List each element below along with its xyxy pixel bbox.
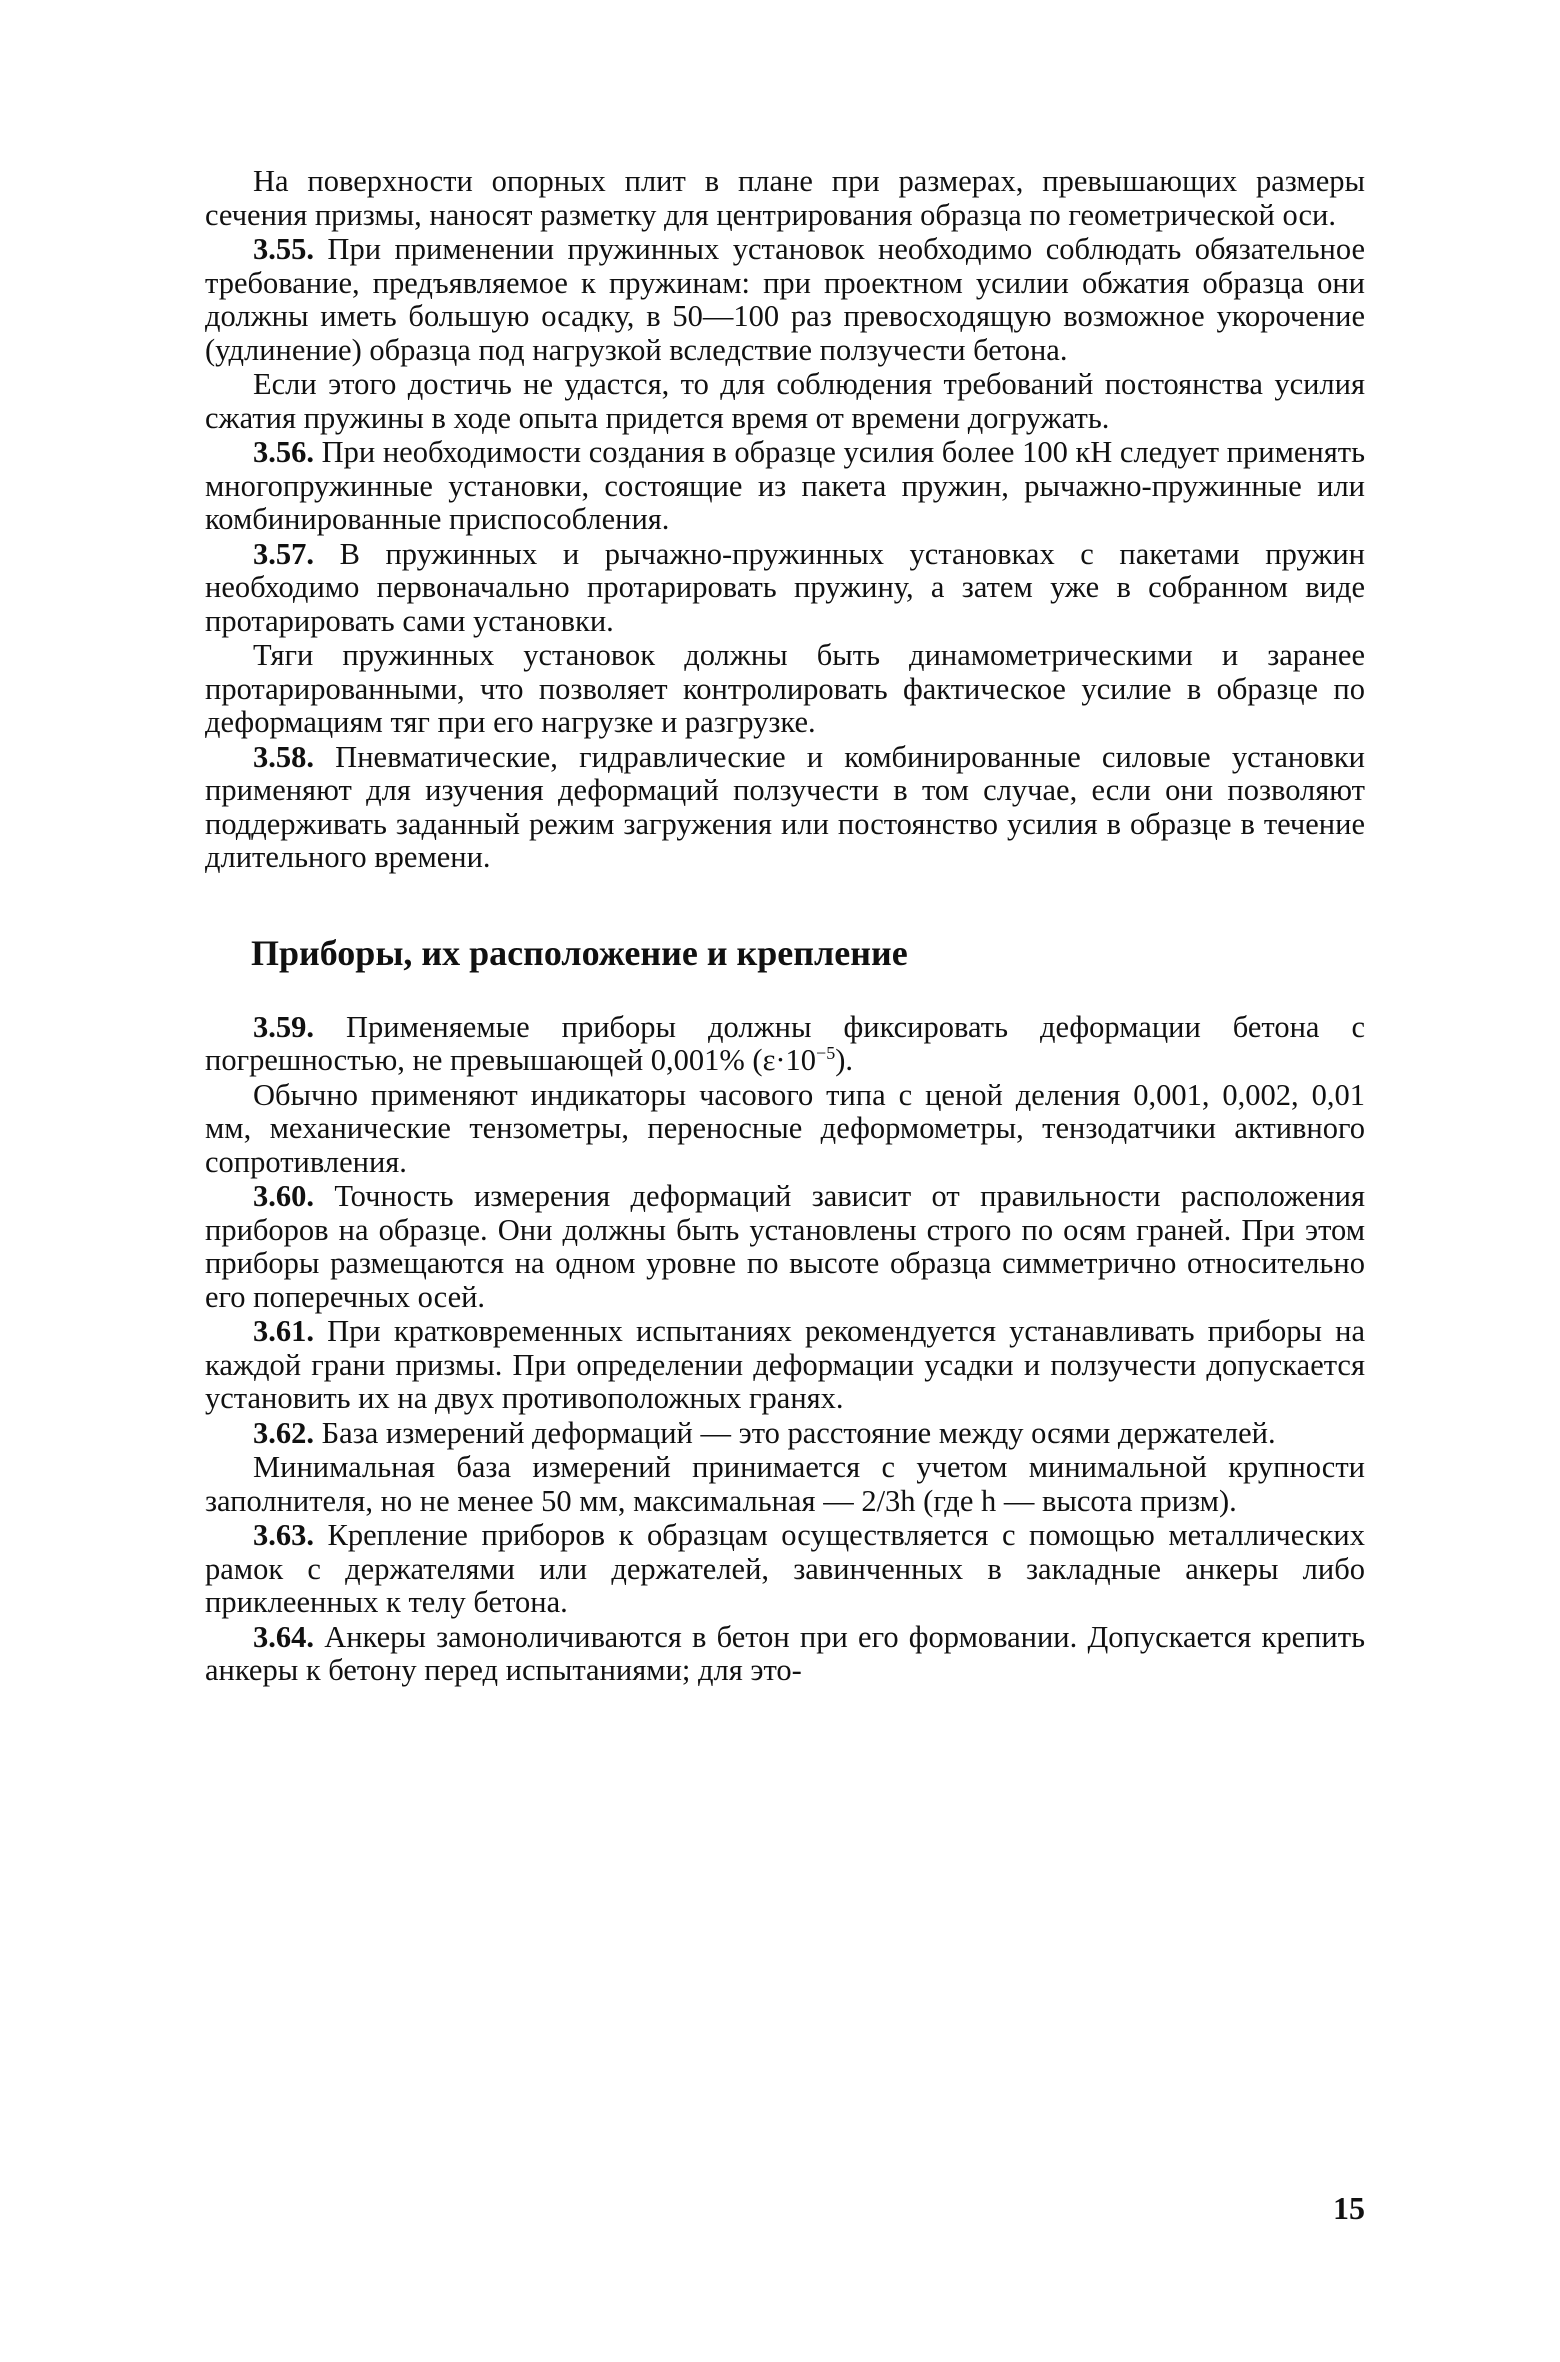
paragraph-3-59-cont: Обычно применяют индикаторы часового типа с ценой деления 0,001, 0,002, 0,01 мм, механические тензометры, переносные деформометры, тензодатчики активного сопротивления. bbox=[205, 1077, 1365, 1179]
paragraph-3-57-cont: Тяги пружинных установок должны быть динамометрическими и заранее протарированными, что позволяет контролировать фактическое усилие в образце по деформациям тяг при его нагрузке и разгрузке. bbox=[205, 638, 1365, 739]
clause-text: При необходимости создания в образце усилия более 100 кН следует применять многопружинные установки, состоящие из пакета пружин, рычажно-пружинные или комбинированные приспособления. bbox=[205, 435, 1365, 536]
clause-text: Применяемые приборы должны фиксировать деформации бетона с погрешностью, не превышающей 0,001% (ε·10 bbox=[205, 1009, 1365, 1077]
paragraph-3-59 bbox=[205, 1011, 1365, 1078]
clause-number: 3.59. bbox=[253, 1009, 314, 1044]
clause-number: 3.61. bbox=[253, 1314, 314, 1348]
clause-number: 3.55. bbox=[253, 232, 314, 266]
clause-text: Анкеры замоноличиваются в бетон при его формовании. Допускается крепить анкеры к бетону перед испытаниями; для это- bbox=[205, 1619, 1365, 1687]
clause-number: 3.63. bbox=[253, 1518, 314, 1552]
paragraph-intro: На поверхности опорных плит в плане при размерах, превышающих размеры сечения призмы, наносят разметку для центрирования образца по геометрической оси. bbox=[205, 164, 1365, 232]
clause-number: 3.60. bbox=[253, 1179, 314, 1213]
paragraph-3-62 bbox=[205, 1417, 1365, 1451]
clause-number: 3.57. bbox=[253, 536, 314, 571]
paragraph-3-55 bbox=[205, 233, 1365, 367]
clause-text: Пневматические, гидравлические и комбинированные силовые установки применяют для изучения деформаций ползучести в том случае, если они позволяют поддерживать заданный режим загружения или постоянство усилия в образце в течение длительного времени. bbox=[205, 739, 1365, 874]
section-heading: Приборы, их расположение и крепление bbox=[251, 932, 908, 973]
document-page bbox=[205, 165, 1365, 1688]
paragraph-3-61 bbox=[205, 1315, 1365, 1416]
paragraph-3-64 bbox=[205, 1621, 1365, 1688]
clause-number: 3.62. bbox=[253, 1415, 314, 1450]
paragraph-3-57 bbox=[205, 538, 1365, 639]
paragraph-3-55-cont: Если этого достичь не удастся, то для соблюдения требований постоянства усилия сжатия пружины в ходе опыта придется время от времени догружать. bbox=[205, 367, 1365, 435]
clause-text: Крепление приборов к образцам осуществляется с помощью металлических рамок с держателями или держателей, завинченных в закладные анкеры либо приклеенных к телу бетона. bbox=[205, 1518, 1365, 1619]
paragraph-3-62-cont: Минимальная база измерений принимается с учетом минимальной крупности заполнителя, но не менее 50 мм, максимальная — 2/3h (где h — высота призм). bbox=[205, 1450, 1365, 1518]
page-number: 15 bbox=[1333, 2190, 1365, 2226]
clause-text: Точность измерения деформаций зависит от правильности расположения приборов на образце. Они должны быть установлены строго по осям граней. При этом приборы размещаются на одном уровне по высоте образца симметрично относительно его поперечных осей. bbox=[205, 1179, 1365, 1314]
paragraph-3-63 bbox=[205, 1519, 1365, 1620]
paragraph-3-58 bbox=[205, 741, 1365, 875]
paragraph-3-60 bbox=[205, 1180, 1365, 1314]
clause-text: В пружинных и рычажно-пружинных установках с пакетами пружин необходимо первоначально протарировать пружину, а затем уже в собранном виде протарировать сами установки. bbox=[205, 536, 1365, 638]
clause-text: При кратковременных испытаниях рекомендуется устанавливать приборы на каждой грани призмы. При определении деформации усадки и ползучести допускается установить их на двух противоположных гранях. bbox=[205, 1314, 1365, 1415]
paragraph-3-56 bbox=[205, 436, 1365, 537]
exponent: −5 bbox=[816, 1042, 836, 1063]
clause-number: 3.64. bbox=[253, 1619, 314, 1654]
clause-text: База измерений деформаций — это расстояние между осями держателей. bbox=[314, 1415, 1276, 1450]
clause-text-tail: ). bbox=[835, 1043, 853, 1077]
clause-number: 3.58. bbox=[253, 739, 314, 774]
clause-text: При применении пружинных установок необходимо соблюдать обязательное требование, предъявляемое к пружинам: при проектном усилии обжатия образца они должны иметь большую осадку, в 50—100 раз превосходящую возможное укорочение (удлинение) образца под нагрузкой вследствие ползучести бетона. bbox=[205, 232, 1365, 367]
clause-number: 3.56. bbox=[253, 435, 314, 469]
